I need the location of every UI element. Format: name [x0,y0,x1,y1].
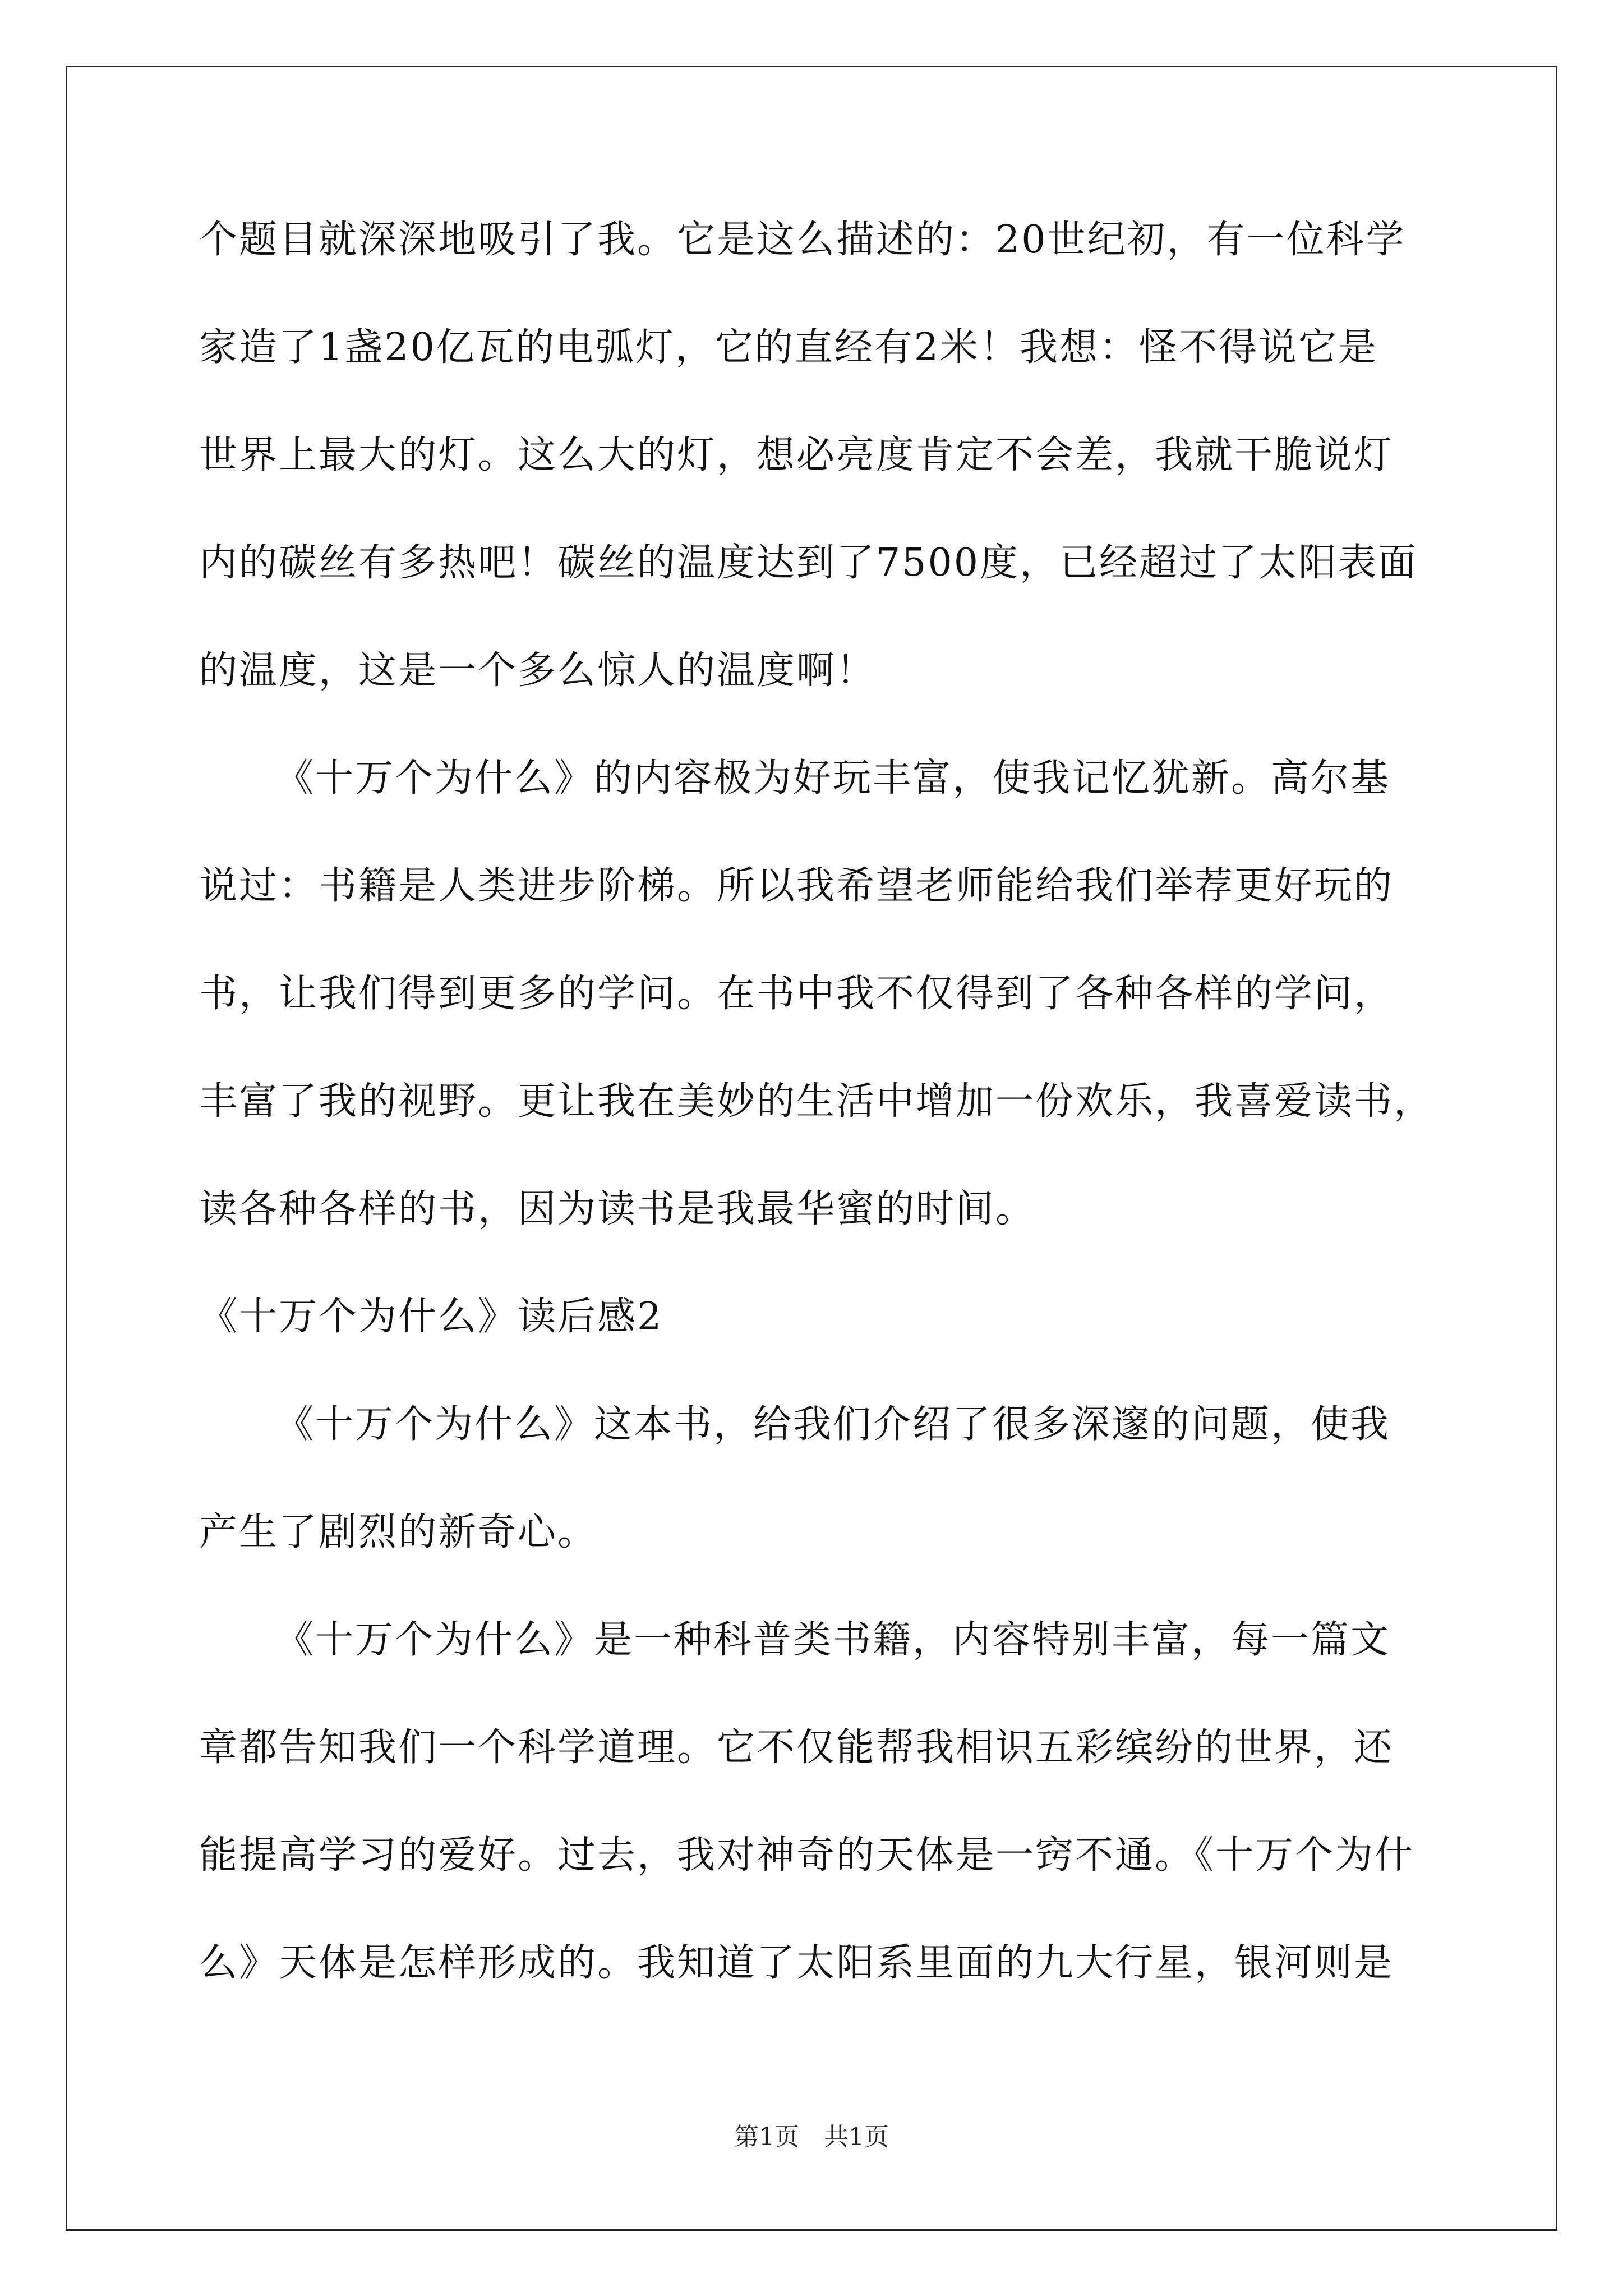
text-line: 章都告知我们一个科学道理。它不仅能帮我相识五彩缤纷的世界，还 [199,1726,1394,1770]
page-footer: 第1页 共1页 [734,2123,889,2151]
text-line: 《十万个为什么》这本书，给我们介绍了很多深邃的问题，使我 [275,1402,1391,1447]
text-line: 能提高学习的爱好。过去，我对神奇的天体是一窍不通。《十万个为什 [199,1833,1415,1878]
text-line: 世界上最大的灯。这么大的灯，想必亮度肯定不会差，我就干脆说灯 [199,433,1394,477]
text-line: 《十万个为什么》的内容极为好玩丰富，使我记忆犹新。高尔基 [275,756,1391,800]
text-line: 书，让我们得到更多的学问。在书中我不仅得到了各种各样的学问， [199,972,1394,1016]
text-line: 丰富了我的视野。更让我在美妙的生活中增加一份欢乐，我喜爱读书， [199,1079,1434,1124]
text-line: 《十万个为什么》是一种科普类书籍，内容特别丰富，每一篇文 [275,1618,1391,1662]
text-line: 个题目就深深地吸引了我。它是这么描述的：20世纪初，有一位科学 [199,218,1406,262]
text-line: 家造了1盏20亿瓦的电弧灯，它的直经有2米！我想：怪不得说它是 [199,325,1378,370]
text-line: 读各种各样的书，因为读书是我最华蜜的时间。 [199,1187,1036,1231]
text-line: 产生了剧烈的新奇心。 [199,1510,598,1554]
document-body [199,213,1433,2044]
text-line: 的温度，这是一个多么惊人的温度啊！ [199,648,877,693]
section-heading: 《十万个为什么》读后感2 [199,1295,663,1339]
text-line: 内的碳丝有多热吧！碳丝的温度达到了7500度，已经超过了太阳表面 [199,541,1418,585]
text-line: 么》天体是怎样形成的。我知道了太阳系里面的九大行星，银河则是 [199,1941,1394,1985]
text-line: 说过：书籍是人类进步阶梯。所以我希望老师能给我们举荐更好玩的 [199,864,1394,908]
